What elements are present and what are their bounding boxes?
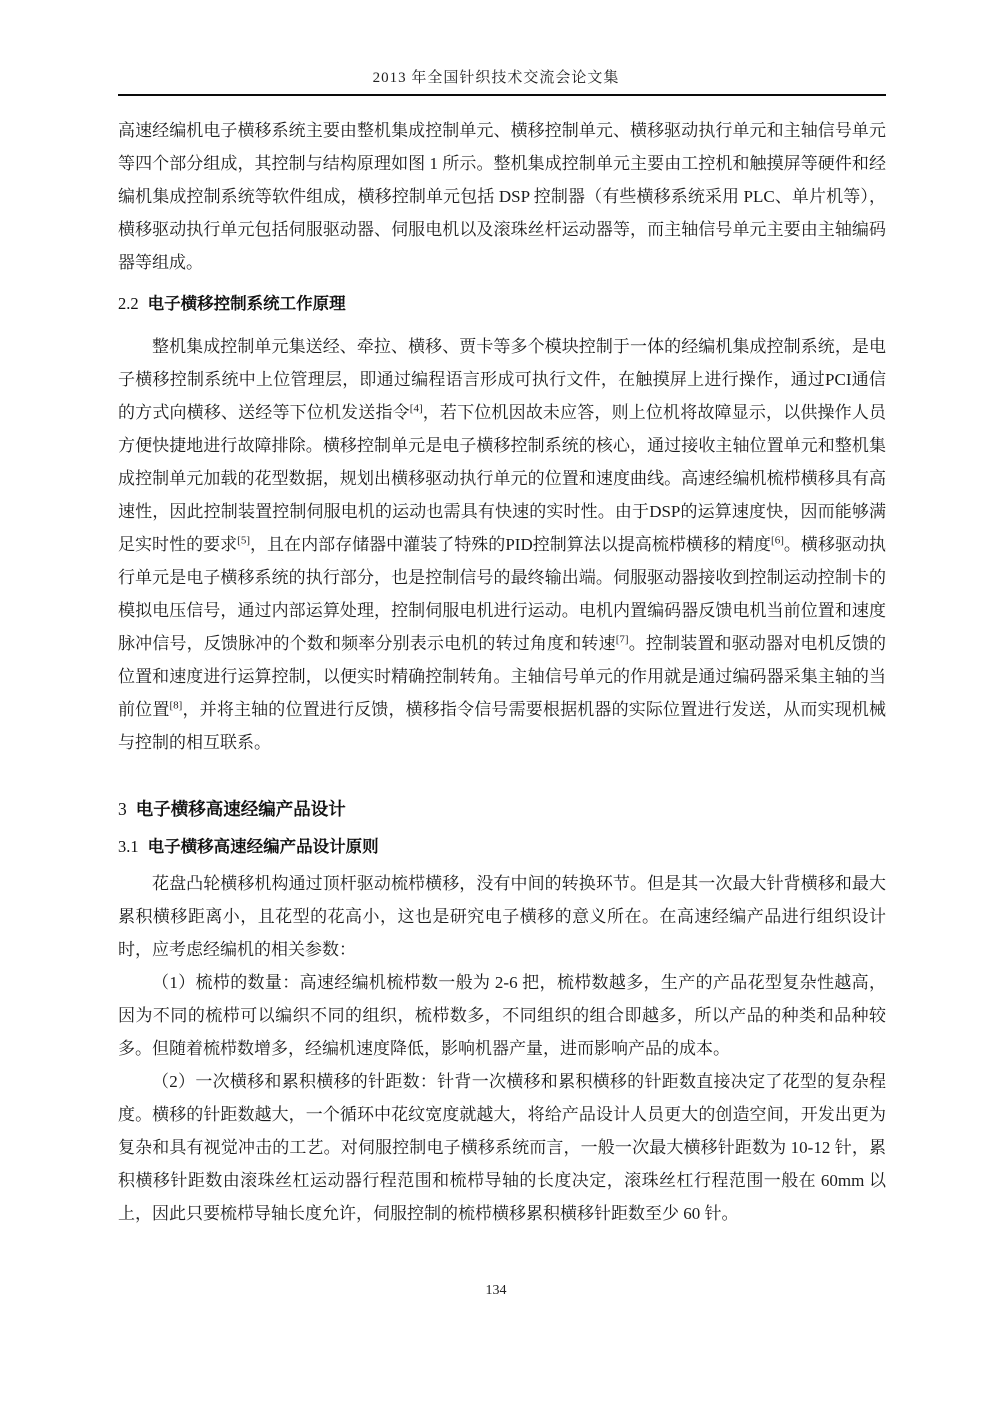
citation-ref: [4]	[409, 402, 423, 415]
paragraph-design-principle: 花盘凸轮横移机构通过顶杆驱动梳栉横移，没有中间的转换环节。但是其一次最大针背横移和最大累积横移距离小，且花型的花高小，这也是研究电子横移的意义所在。在高速经编产品进行组织设计时，应考虑经编机的相关参数：	[118, 874, 886, 959]
citation-ref: [8]	[169, 699, 183, 712]
section-3-1-number: 3.1	[118, 837, 139, 856]
section-3-1-title: 电子横移高速经编产品设计原则	[147, 838, 379, 856]
section-2-2-title: 电子横移控制系统工作原理	[147, 295, 346, 313]
paragraph-item-1-guide-bars: （1）梳栉的数量：高速经编机梳栉数一般为 2-6 把，梳栉数越多，生产的产品花型复杂性越高，因为不同的梳栉可以编织不同的组织，梳栉数多，不同组织的组合即越多，所以产品的种类和品种较多。但随着梳栉数增多，经编机速度降低，影响机器产量，进而影响产品的成本。	[118, 973, 886, 1058]
page-number: 134	[485, 1283, 507, 1298]
article-body	[118, 114, 886, 1230]
paragraph-working-principle: 整机集成控制单元集送经、牵拉、横移、贾卡等多个模块控制于一体的经编机集成控制系统，是电子横移控制系统中上位管理层，即通过编程语言形成可执行文件，在触摸屏上进行操作，通过PCI通信的方式向横移、送经等下位机发送指令[4]，若下位机因故未应答，则上位机将故障显示，以供操作人员方便快捷地进行故障排除。横移控制单元是电子横移控制系统的核心，通过接收主轴位置单元和整机集成控制单元加载的花型数据，规划出横移驱动执行单元的位置和速度曲线。高速经编机梳栉横移具有高速性，因此控制装置控制伺服电机的运动也需具有快速的实时性。由于DSP的运算速度快，因而能够满足实时性的要求[5]，且在内部存储器中灌装了特殊的PID控制算法以提高梳栉横移的精度[6]。横移驱动执行单元是电子横移系统的执行部分，也是控制信号的最终输出端。伺服驱动器接收到控制运动控制卡的模拟电压信号，通过内部运算处理，控制伺服电机进行运动。电机内置编码器反馈电机当前位置和速度脉冲信号，反馈脉冲的个数和频率分别表示电机的转过角度和转速[7]。控制装置和驱动器对电机反馈的位置和速度进行运算控制，以便实时精确控制转角。主轴信号单元的作用就是通过编码器采集主轴的当前位置[8]，并将主轴的位置进行反馈，横移指令信号需要根据机器的实际位置进行发送，从而实现机械与控制的相互联系。	[118, 337, 887, 752]
citation-ref: [6]	[771, 534, 784, 547]
header-divider	[118, 94, 886, 96]
page-header	[0, 0, 992, 96]
citation-ref: [5]	[237, 534, 250, 547]
section-2-2-number: 2.2	[118, 294, 139, 313]
citation-ref: [7]	[615, 633, 629, 646]
proceedings-title: 2013 年全国针织技术交流会论文集	[372, 70, 620, 86]
page-footer	[0, 1283, 992, 1299]
section-3-number: 3	[118, 799, 127, 819]
paragraph-continuation: 高速经编机电子横移系统主要由整机集成控制单元、横移控制单元、横移驱动执行单元和主轴信号单元等四个部分组成，其控制与结构原理如图 1 所示。整机集成控制单元主要由工控机和触摸屏等硬件和经编机集成控制系统等软件组成，横移控制单元包括 DSP 控制器（有些横移系统采用 PLC、单片机等），横移驱动执行单元包括伺服驱动器、伺服电机以及滚珠丝杆运动器等，而主轴信号单元主要由主轴编码器等组成。	[118, 121, 886, 272]
paragraph-item-2-shog-pitch: （2）一次横移和累积横移的针距数：针背一次横移和累积横移的针距数直接决定了花型的复杂程度。横移的针距数越大，一个循环中花纹宽度就越大，将给产品设计人员更大的创造空间，开发出更为复杂和具有视觉冲击的工艺。对伺服控制电子横移系统而言，一般一次最大横移针距数为 10-12 针，累积横移针距数由滚珠丝杠运动器行程范围和梳栉导轴的长度决定，滚珠丝杠行程范围一般在 60mm 以上，因此只要梳栉导轴长度允许，伺服控制的梳栉横移累积横移针距数至少 60 针。	[118, 1072, 886, 1223]
section-2-2-heading	[118, 291, 886, 317]
section-3-heading	[118, 796, 886, 822]
section-3-1-heading	[118, 834, 886, 860]
section-3-title: 电子横移高速经编产品设计	[135, 799, 346, 819]
